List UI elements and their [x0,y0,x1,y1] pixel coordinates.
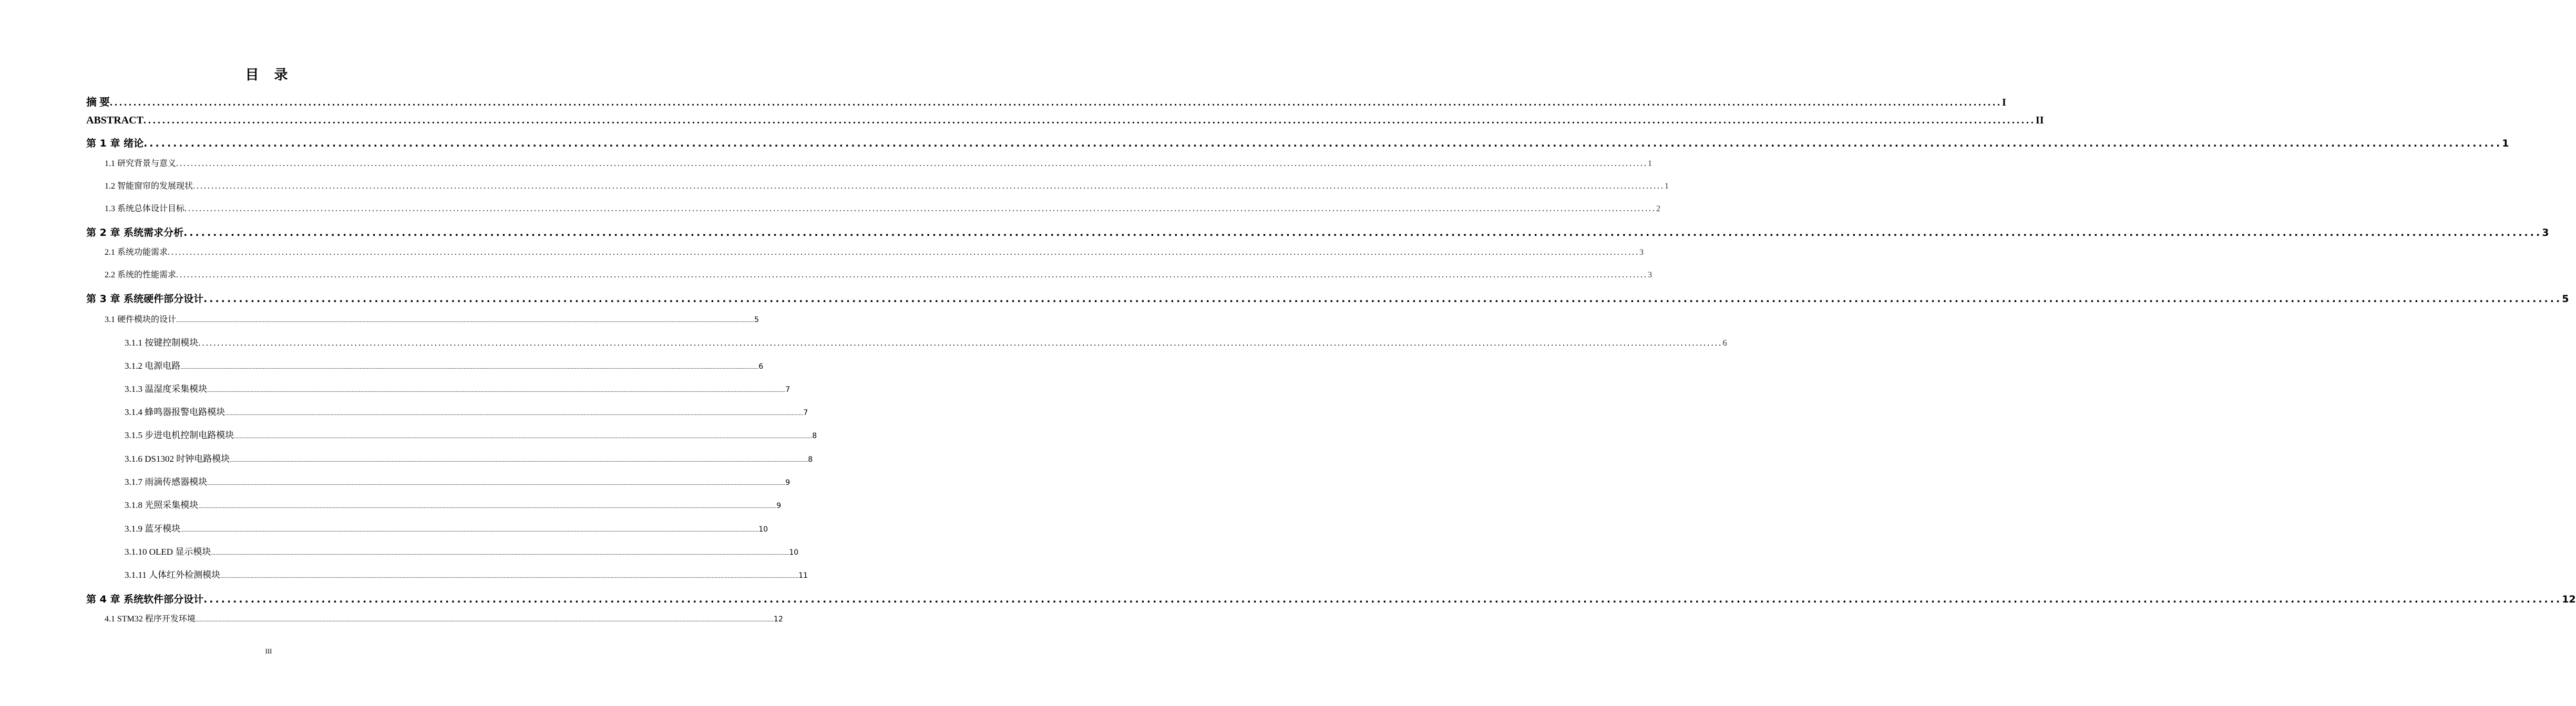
toc-leader-dots: ................................................................................................................................................................................................................................................................................................................................................................................................................ [184,204,1657,213]
toc-leader-dots: ................................................................................................................................................................................................................................................................................................................................................................................................................ [207,480,786,486]
toc-leader-dots: ................................................................................................................................................................................................................................................................................................................................................................................................................ [143,138,2502,149]
toc-entry[interactable] [125,521,768,534]
toc-entry-page: 3 [2542,227,2549,238]
toc-entry-page: 3 [1648,271,1653,279]
toc-leader-dots: ................................................................................................................................................................................................................................................................................................................................................................................................................ [234,433,813,440]
toc-entry-page: 10 [758,525,768,534]
toc-entry-page: 7 [785,386,791,394]
toc-entry-label: 3.1.8 光照采集模块 [125,500,199,510]
toc-entry[interactable] [105,268,1653,280]
toc-leader-dots: ................................................................................................................................................................................................................................................................................................................................................................................................................ [203,594,2562,605]
toc-entry-label: 摘 要 [86,97,110,108]
toc-entry-label: 第 4 章 系统软件部分设计 [86,594,204,605]
toc-leader-dots: ................................................................................................................................................................................................................................................................................................................................................................................................................ [207,387,786,393]
toc-entry[interactable] [125,381,791,394]
toc-entry-page: 10 [789,548,799,557]
toc-entry-label: 3.1.6 DS1302 时钟电路模块 [125,454,230,464]
toc-entry-page: 3 [1639,248,1644,257]
toc-entry-label: 3.1.10 OLED 显示模块 [125,547,211,557]
toc-entry-page: I [2002,97,2006,108]
toc-leader-dots: ................................................................................................................................................................................................................................................................................................................................................................................................................ [143,115,2036,126]
toc-entry-label: 3.1.4 蜂鸣器报警电路模块 [125,407,225,417]
toc-leader-dots: ................................................................................................................................................................................................................................................................................................................................................................................................................ [198,338,1723,348]
toc-entry[interactable] [125,544,799,557]
toc-entry[interactable] [125,451,813,464]
toc-entry[interactable] [86,136,2509,150]
toc-title: 目 录 [245,67,293,83]
toc-entry-page: 8 [812,432,817,440]
toc-entry-label: 3.1.1 按键控制模块 [125,338,199,348]
toc-entry[interactable] [105,202,1661,214]
toc-entry[interactable] [105,245,1644,257]
toc-leader-dots: ................................................................................................................................................................................................................................................................................................................................................................................................................ [198,503,777,510]
toc-entry[interactable] [125,474,791,487]
toc-entry-page: 9 [776,502,782,510]
toc-entry-label: 3.1.3 温湿度采集模块 [125,384,208,394]
toc-entry-label: 4.1 STM32 程序开发环境 [105,615,196,624]
toc-leader-dots: ................................................................................................................................................................................................................................................................................................................................................................................................................ [195,617,774,623]
toc-entry-page: 5 [2562,293,2569,305]
toc-entry[interactable] [86,225,2549,239]
toc-entry-label: 2.2 系统的性能需求 [105,271,177,279]
toc-entry[interactable] [105,157,1653,169]
toc-leader-dots: ................................................................................................................................................................................................................................................................................................................................................................................................................ [110,97,2002,108]
toc-entry[interactable] [86,115,2044,127]
toc-entry-label: 3.1.2 电源电路 [125,361,181,371]
toc-entry-label: 3.1 硬件模块的设计 [105,315,177,324]
toc-entry-label: 1.1 研究背景与意义 [105,159,177,168]
toc-entry-label: 1.2 智能窗帘的发展现状 [105,182,193,191]
toc-leader-dots: ................................................................................................................................................................................................................................................................................................................................................................................................................ [168,248,1640,257]
toc-entry-page: 1 [1665,182,1669,191]
toc-entry[interactable] [86,291,2569,305]
toc-entry[interactable] [86,591,2576,606]
toc-leader-dots: ................................................................................................................................................................................................................................................................................................................................................................................................................ [225,410,804,417]
toc-leader-dots: ................................................................................................................................................................................................................................................................................................................................................................................................................ [176,271,1648,279]
toc-entry-page: 8 [808,455,813,464]
toc-entry-page: 9 [785,479,791,487]
toc-entry[interactable] [86,94,2006,109]
toc-entry-label: 1.3 系统总体设计目标 [105,204,185,213]
toc-leader-dots: ................................................................................................................................................................................................................................................................................................................................................................................................................ [193,182,1665,191]
toc-leader-dots: ................................................................................................................................................................................................................................................................................................................................................................................................................ [220,573,799,579]
toc-leader-dots: ................................................................................................................................................................................................................................................................................................................................................................................................................ [176,159,1648,168]
toc-leader-dots: ................................................................................................................................................................................................................................................................................................................................................................................................................ [203,293,2562,305]
toc-entry-page: 2 [1656,204,1661,213]
toc-entry-page: 12 [2562,594,2576,605]
toc-entry-label: 3.1.11 人体红外检测模块 [125,570,221,580]
toc-entry[interactable] [105,612,783,624]
toc-entry[interactable] [125,358,764,371]
toc-entry-page: 11 [798,572,808,580]
toc-entry-page: 12 [773,615,783,624]
toc-entry-label: ABSTRACT [86,115,143,126]
toc-entry[interactable] [105,313,759,325]
toc-entry-page: II [2035,115,2044,126]
toc-entry[interactable] [125,497,782,511]
toc-entry[interactable] [125,335,1727,348]
toc-entry[interactable] [125,404,808,418]
toc-entry-page: 5 [754,316,759,324]
page-number: III [265,647,272,655]
toc-entry[interactable] [125,428,817,441]
toc-entry-page: 6 [1722,338,1727,348]
toc-entry-label: 第 3 章 系统硬件部分设计 [86,293,204,305]
toc-entry-label: 2.1 系统功能需求 [105,248,168,257]
toc-entry[interactable] [125,567,808,580]
toc-leader-dots: ................................................................................................................................................................................................................................................................................................................................................................................................................ [176,317,755,324]
toc-leader-dots: ................................................................................................................................................................................................................................................................................................................................................................................................................ [230,457,808,463]
toc-entry-page: 7 [803,409,808,417]
toc-entry[interactable] [105,179,1669,191]
toc-entry-page: 6 [758,362,764,371]
toc-entry-page: 1 [1648,159,1653,168]
toc-leader-dots: ................................................................................................................................................................................................................................................................................................................................................................................................................ [180,527,759,533]
toc-entry-label: 3.1.7 雨滴传感器模块 [125,477,208,487]
toc-entry-label: 第 1 章 绪论 [86,138,144,149]
toc-entry-page: 1 [2502,138,2509,149]
toc-leader-dots: ................................................................................................................................................................................................................................................................................................................................................................................................................ [183,227,2542,238]
toc-entry-label: 3.1.9 蓝牙模块 [125,524,181,534]
toc-leader-dots: ................................................................................................................................................................................................................................................................................................................................................................................................................ [180,364,759,370]
toc-leader-dots: ................................................................................................................................................................................................................................................................................................................................................................................................................ [211,550,789,556]
toc-entry-label: 3.1.5 步进电机控制电路模块 [125,430,234,440]
toc-entry-label: 第 2 章 系统需求分析 [86,227,184,238]
